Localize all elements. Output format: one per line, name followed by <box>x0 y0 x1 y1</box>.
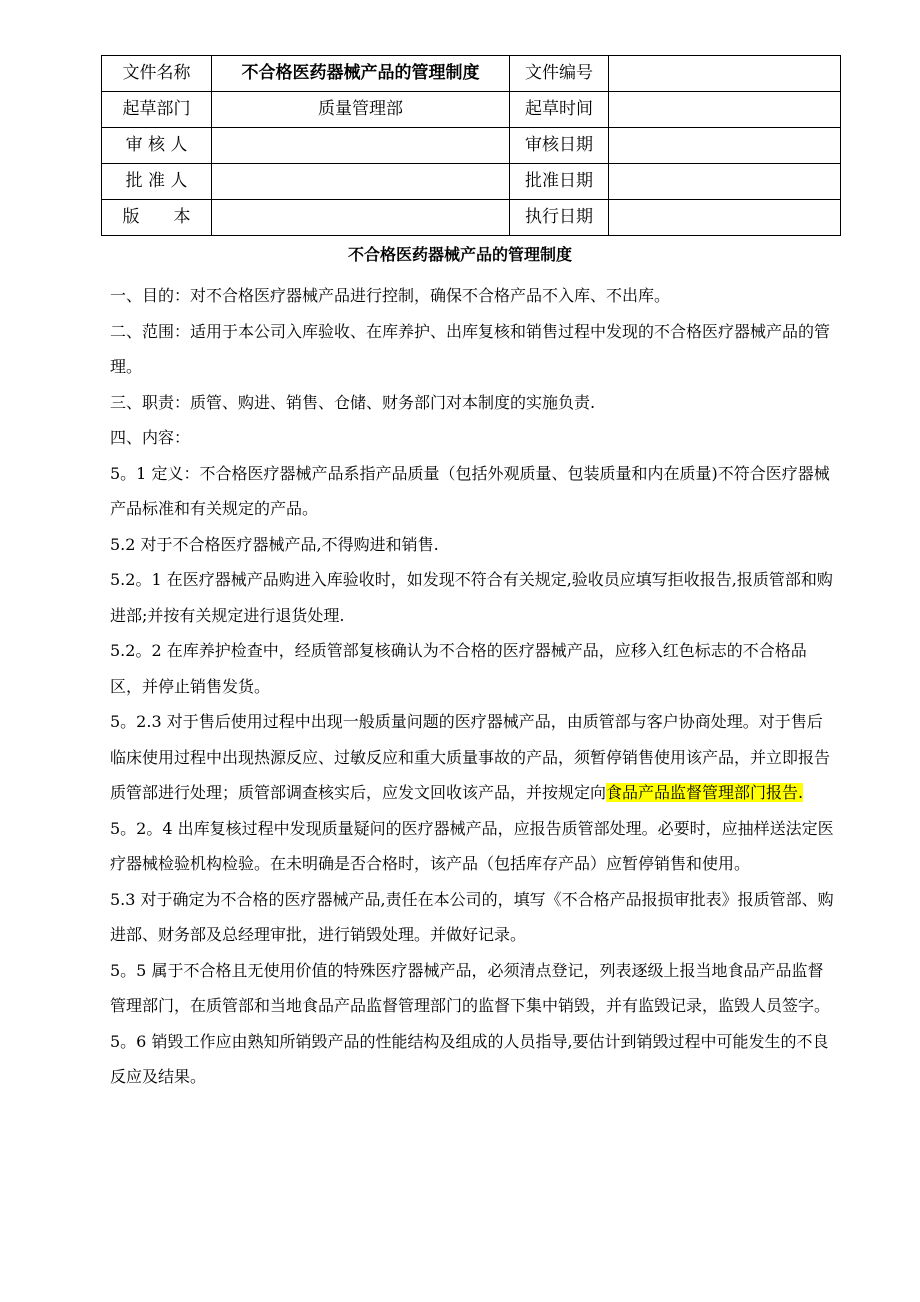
review-date-label: 审核日期 <box>510 128 609 164</box>
paragraph-5-2-3 <box>110 704 838 811</box>
paragraph-5-2-4: 5。2。4 出库复核过程中发现质量疑问的医疗器械产品，应报告质管部处理。必要时，应抽样送法定医疗器械检验机构检验。在未明确是否合格时，该产品（包括库存产品）应暂停销售和使用。 <box>110 818 834 873</box>
drafting-time-label: 起草时间 <box>510 92 609 128</box>
table-row <box>102 56 841 92</box>
paragraph-scope: 二、范围：适用于本公司入库验收、在库养护、出库复核和销售过程中发现的不合格医疗器械产品的管理。 <box>110 321 831 376</box>
drafting-dept-label: 起草部门 <box>102 92 212 128</box>
document-body <box>110 278 838 1095</box>
file-number-label: 文件编号 <box>510 56 609 92</box>
version-value <box>212 200 510 236</box>
approval-date-value <box>609 164 841 200</box>
drafting-time-value <box>609 92 841 128</box>
paragraph-5-3: 5.3 对于确定为不合格的医疗器械产品,责任在本公司的，填写《不合格产品报损审批表》报质管部、购进部、财务部及总经理审批，进行销毁处理。并做好记录。 <box>110 889 834 944</box>
approval-date-label: 批准日期 <box>510 164 609 200</box>
paragraph-5-5: 5。5 属于不合格且无使用价值的特殊医疗器械产品，必须清点登记，列表逐级上报当地食品产品监督管理部门，在质管部和当地食品产品监督管理部门的监督下集中销毁，并有监毁记录，监毁人员签字。 <box>110 960 831 1015</box>
document-title: 不合格医药器械产品的管理制度 <box>347 245 572 264</box>
paragraph-5-1: 5。1 定义：不合格医疗器械产品系指产品质量（包括外观质量、包装质量和内在质量)不符合医疗器械产品标准和有关规定的产品。 <box>110 463 830 518</box>
table-row <box>102 128 841 164</box>
reviewer-value <box>212 128 510 164</box>
file-number-value <box>609 56 841 92</box>
paragraph-5-2-3-text: 5。2.3 对于售后使用过程中出现一般质量问题的医疗器械产品，由质管部与客户协商处理。对于售后临床使用过程中出现热源反应、过敏反应和重大质量事故的产品，须暂停销售使用该产品，并立即报告质管部进行处理；质管部调查核实后，应发文回收该产品，并按规定向 <box>110 712 831 802</box>
approver-value <box>212 164 510 200</box>
paragraph-content-heading: 四、内容： <box>110 428 191 447</box>
paragraph-5-2: 5.2 对于不合格医疗器械产品,不得购进和销售. <box>110 534 439 554</box>
reviewer-label: 审 核 人 <box>102 128 212 164</box>
paragraph-5-2-1: 5.2。1 在医疗器械产品购进入库验收时，如发现不符合有关规定,验收员应填写拒收报告,报质管部和购进部;并按有关规定进行退货处理. <box>110 570 833 625</box>
file-name-value: 不合格医药器械产品的管理制度 <box>212 56 510 92</box>
table-row <box>102 200 841 236</box>
effective-date-value <box>609 200 841 236</box>
review-date-value <box>609 128 841 164</box>
paragraph-5-6: 5。6 销毁工作应由熟知所销毁产品的性能结构及组成的人员指导,要估计到销毁过程中可能发生的不良反应及结果。 <box>110 1031 829 1086</box>
highlighted-text: 食品产品监督管理部门报告. <box>606 783 804 802</box>
file-name-label: 文件名称 <box>102 56 212 92</box>
document-info-table <box>101 55 841 236</box>
drafting-dept-value: 质量管理部 <box>212 92 510 128</box>
paragraph-purpose: 一、目的：对不合格医疗器械产品进行控制，确保不合格产品不入库、不出库。 <box>110 286 671 305</box>
paragraph-responsibility: 三、职责：质管、购进、销售、仓储、财务部门对本制度的实施负责. <box>110 392 596 412</box>
paragraph-5-2-2: 5.2。2 在库养护检查中，经质管部复核确认为不合格的医疗器械产品，应移入红色标志的不合格品区，并停止销售发货。 <box>110 641 807 696</box>
effective-date-label: 执行日期 <box>510 200 609 236</box>
version-label: 版 本 <box>102 200 212 236</box>
approver-label: 批 准 人 <box>102 164 212 200</box>
table-row <box>102 164 841 200</box>
table-row <box>102 92 841 128</box>
